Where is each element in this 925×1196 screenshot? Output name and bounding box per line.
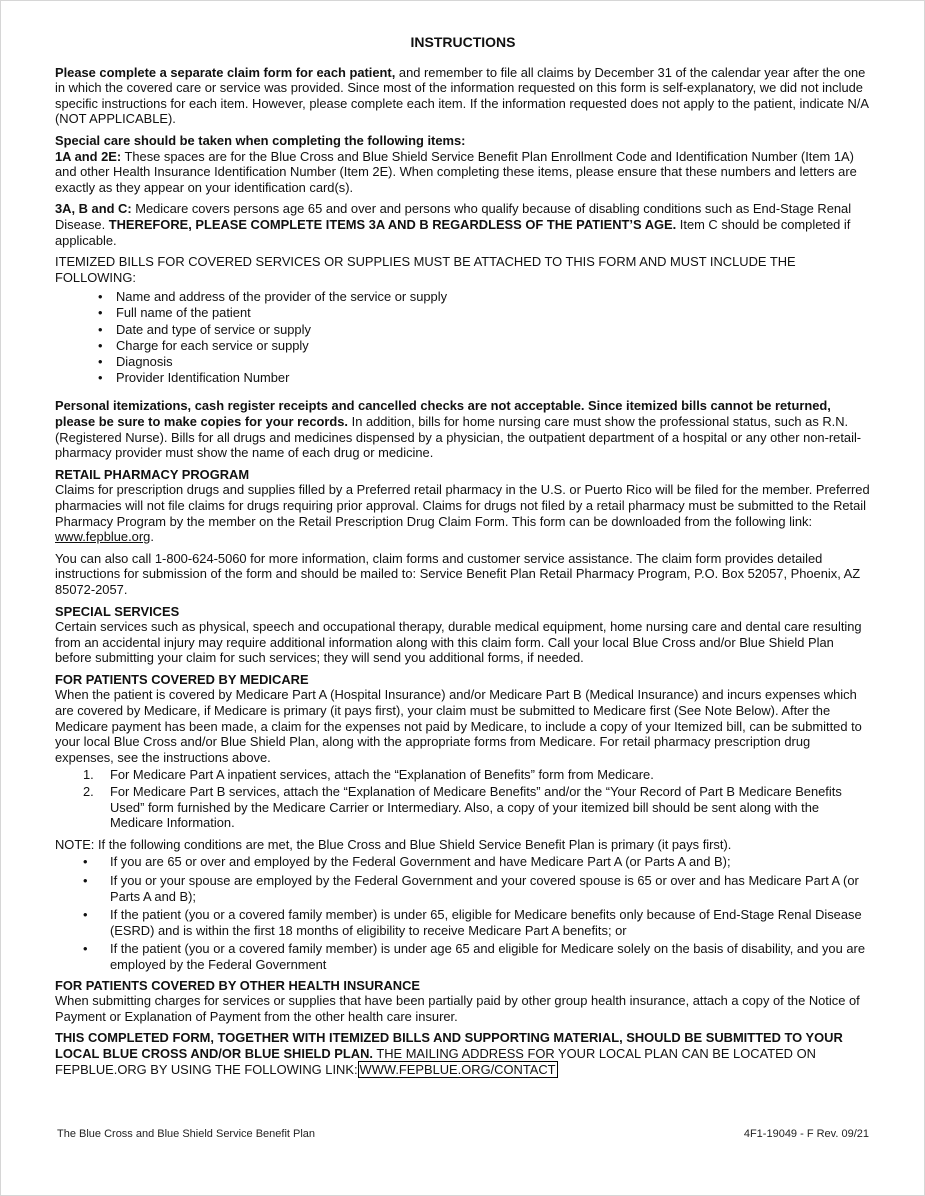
retail-paragraph xyxy=(55,482,871,544)
list-item xyxy=(83,767,871,783)
medicare-note-list xyxy=(55,854,871,972)
list-item-text: For Medicare Part B services, attach the “Explanation of Medicare Benefits” and/or the “Your Record of Part B Medicare Benefits Used” form furnished by the Medicare Carrier or Intermediary. Also, a copy of your itemized bill should be sent along with the Medicare Information. xyxy=(110,784,842,831)
medicare-heading: FOR PATIENTS COVERED BY MEDICARE xyxy=(55,671,309,687)
retail-call-paragraph: You can also call 1-800-624-5060 for more information, claim forms and customer service assistance. The claim form provides detailed instructions for submission of the form and should be mailed to: Service Benefit Plan Retail Pharmacy Program, P.O. Box 52057, Phoenix, AZ 85072-2057. xyxy=(55,550,861,597)
list-item: • If you or your spouse are employed by the Federal Government and your covered spouse is 65 or over and has Medicare Part A (or Parts A and B); xyxy=(110,873,871,904)
other-insurance-paragraph: When submitting charges for services or supplies that have been partially paid by other group health insurance, attach a copy of the Notice of Payment or Explanation of Payment from the other health care insurer. xyxy=(55,993,860,1024)
footer-plan-name: The Blue Cross and Blue Shield Service Benefit Plan xyxy=(57,1128,316,1140)
intro-text: and remember to file all claims by December 31 of the calendar year after the one in which the covered care or service was provided. Since most of the information requested on this form is self-explanatory, we did not include specific instructions for each item. However, please complete each item. If the information requested does not apply to the patient, indicate N/A (NOT APPLICABLE). xyxy=(55,64,869,127)
item-3a-tail: Item C should be completed if applicable. xyxy=(55,216,851,248)
list-item: • If the patient (you or a covered family member) is under 65, eligible for Medicare benefits only because of End-Stage Renal Disease (ESRD) and is within the first 18 months of eligibility to receive Medicare Part A benefits; or xyxy=(110,907,871,938)
special-care-heading: Special care should be taken when completing the following items: xyxy=(55,132,466,148)
list-item xyxy=(83,784,871,831)
retail-heading: RETAIL PHARMACY PROGRAM xyxy=(55,466,250,482)
special-services-heading: SPECIAL SERVICES xyxy=(55,603,180,619)
personal-bold: Personal itemizations, cash register receipts and cancelled checks are not acceptable. Since itemized bills cannot be returned, please be sure to make copies for your records. xyxy=(55,398,831,429)
final-text: THE MAILING ADDRESS FOR YOUR LOCAL PLAN CAN BE LOCATED ON FEPBLUE.ORG BY USING THE FOLLOWING LINK: xyxy=(55,1045,816,1077)
list-number: 2. xyxy=(83,784,94,800)
list-item: • Diagnosis xyxy=(116,354,871,370)
item-3a-paragraph xyxy=(55,201,871,248)
item-1a-label: 1A and 2E: xyxy=(55,148,122,164)
list-item: • Date and type of service or supply xyxy=(116,322,871,338)
retail-link-tail: . xyxy=(150,529,154,545)
item-3a-text: Medicare covers persons age 65 and over and persons who qualify because of disabling conditions such as End-Stage Renal Disease. xyxy=(55,201,852,232)
item-1a-text: These spaces are for the Blue Cross and Blue Shield Service Benefit Plan Enrollment Code and Identification Number (Item 1A) and other Health Insurance Identification Number (Item 2E). When completing these items, please ensure that these numbers and letters are exactly as they appear on your identification card(s). xyxy=(55,148,857,195)
retail-text: Claims for prescription drugs and supplies filled by a Preferred retail pharmacy in the U.S. or Puerto Rico will be filed for the member. Preferred pharmacies will not file claims for drugs requiring prior approval. Claims for drugs not filed by a retail pharmacy must be submitted to the Retail Pharmacy Program by the member on the Retail Prescription Drug Claim Form. This form can be downloaded from the following link: xyxy=(55,482,870,529)
list-item: • Provider Identification Number xyxy=(116,370,871,386)
final-paragraph xyxy=(55,1030,871,1077)
special-services-paragraph: Certain services such as physical, speech and occupational therapy, durable medical equipment, home nursing care and dental care resulting from an accidental injury may require additional information along with this claim form. Call your local Blue Cross and/or Blue Shield Plan before submitting your claim for such services; they will send you additional forms, if needed. xyxy=(55,619,862,666)
final-bold: THIS COMPLETED FORM, TOGETHER WITH ITEMIZED BILLS AND SUPPORTING MATERIAL, SHOULD BE SUBMITTED TO YOUR LOCAL BLUE CROSS AND/OR BLUE SHIELD PLAN. xyxy=(55,1030,843,1061)
list-item: • If you are 65 or over and employed by the Federal Government and have Medicare Part A (or Parts A and B); xyxy=(110,854,871,870)
item-1a-paragraph xyxy=(55,149,871,196)
item-3a-bold: THEREFORE, PLEASE COMPLETE ITEMS 3A AND B REGARDLESS OF THE PATIENT’S AGE. xyxy=(108,216,677,232)
personal-text: In addition, bills for home nursing care must show the professional status, such as R.N. (Registered Nurse). Bills for all drugs and medicines dispensed by a physician, the outpatient department of a hospital or any other non-retail-pharmacy provider must show the name of each drug or medicine. xyxy=(55,413,862,461)
personal-paragraph xyxy=(55,398,871,460)
fepblue-link[interactable]: www.fepblue.org xyxy=(55,529,151,545)
instructions-content xyxy=(55,35,871,1083)
medicare-numbered-list xyxy=(55,767,871,830)
list-item: • Full name of the patient xyxy=(116,305,871,321)
intro-paragraph xyxy=(55,65,871,127)
medicare-note: NOTE: If the following conditions are met, the Blue Cross and Blue Shield Service Benefit Plan is primary (it pays first). xyxy=(55,836,732,852)
itemized-heading: ITEMIZED BILLS FOR COVERED SERVICES OR SUPPLIES MUST BE ATTACHED TO THIS FORM AND MUST INCLUDE THE FOLLOWING: xyxy=(55,254,796,285)
page-title: INSTRUCTIONS xyxy=(410,34,516,50)
intro-bold: Please complete a separate claim form for each patient, xyxy=(55,64,396,80)
medicare-paragraph: When the patient is covered by Medicare Part A (Hospital Insurance) and/or Medicare Part B (Medical Insurance) and incurs expenses which are covered by Medicare, if Medicare is primary (it pays first), your claim must be submitted to Medicare first (See Note Below). After the Medicare payment has been made, a claim for the expenses not paid by Medicare, to include a copy of your Itemized bill, can be submitted to your local Blue Cross and/or Blue Shield Plan, along with the appropriate forms from Medicare. For retail pharmacy prescription drug expenses, see the instructions above. xyxy=(55,687,862,765)
list-item: • Name and address of the provider of the service or supply xyxy=(116,289,871,305)
contact-link[interactable]: WWW.FEPBLUE.ORG/CONTACT xyxy=(359,1061,556,1077)
footer-form-number: 4F1-19049 - F Rev. 09/21 xyxy=(743,1128,869,1140)
itemized-list xyxy=(55,289,871,385)
list-item: • Charge for each service or supply xyxy=(116,338,871,354)
list-item-text: For Medicare Part A inpatient services, attach the “Explanation of Benefits” form from Medicare. xyxy=(110,767,654,783)
item-3a-label: 3A, B and C: xyxy=(55,201,132,217)
list-item: • If the patient (you or a covered family member) is under age 65 and eligible for Medicare solely on the basis of disability, and you are employed by the Federal Government xyxy=(110,941,871,972)
other-insurance-heading: FOR PATIENTS COVERED BY OTHER HEALTH INSURANCE xyxy=(55,977,421,993)
list-number: 1. xyxy=(83,767,94,783)
